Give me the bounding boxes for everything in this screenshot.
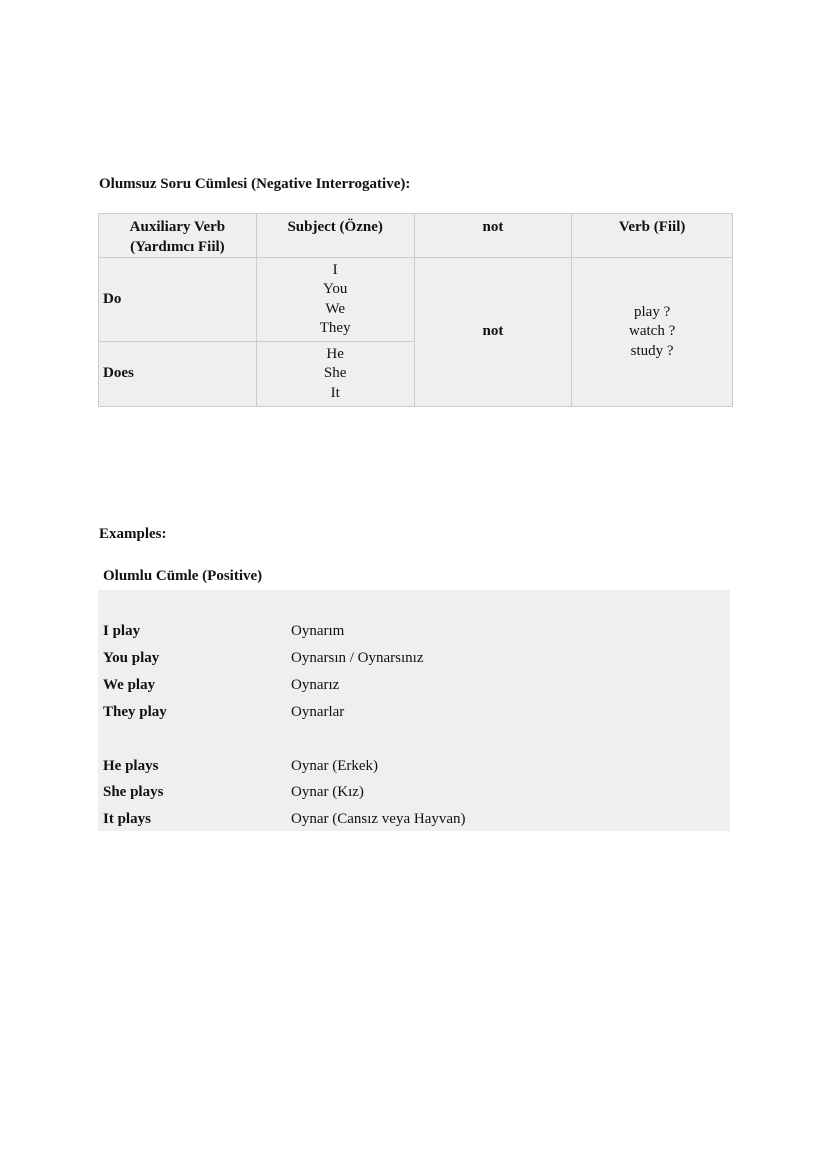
not-cell: not: [414, 258, 572, 407]
subject-you: You: [323, 281, 348, 297]
subject-they: They: [319, 320, 351, 336]
example-english: He plays: [103, 758, 159, 774]
subjects-do: [256, 258, 414, 342]
subject-he: He: [326, 345, 344, 362]
list-item: [98, 621, 730, 641]
table-header-row: [99, 214, 733, 258]
verb-study: study ?: [630, 342, 674, 359]
section-heading: Olumsuz Soru Cümlesi (Negative Interrogative):: [99, 176, 411, 192]
example-english: It plays: [103, 811, 151, 827]
list-item: [98, 809, 730, 829]
list-item: [98, 675, 730, 695]
aux-does: Does: [99, 342, 257, 407]
positive-title: Olumlu Cümle (Positive): [103, 568, 263, 584]
subject-we: We: [325, 300, 345, 317]
example-turkish: Oynarım: [291, 623, 345, 639]
example-turkish: Oynarlar: [291, 704, 345, 720]
example-english: They play: [103, 704, 167, 720]
verb-play: play ?: [634, 303, 671, 320]
header-auxiliary-verb: [99, 214, 257, 258]
header-verb: Verb (Fiil): [572, 214, 733, 258]
example-turkish: Oynar (Erkek): [291, 758, 379, 774]
example-turkish: Oynar (Kız): [291, 784, 364, 800]
examples-list: [98, 590, 730, 831]
example-english: I play: [103, 623, 141, 639]
subject-she: She: [323, 365, 347, 382]
subject-i: I: [332, 261, 338, 278]
header-auxiliary-verb-tr: (Yardımcı Fiil): [130, 238, 225, 255]
subject-it: It: [330, 384, 340, 401]
examples-title: Examples:: [99, 526, 167, 542]
example-turkish: Oynarız: [291, 677, 340, 693]
table-row-do: [99, 258, 733, 342]
header-not: not: [414, 214, 572, 258]
verbs-cell: [572, 258, 733, 407]
list-item: [98, 702, 730, 722]
verb-watch: watch ?: [629, 323, 676, 340]
aux-do: Do: [99, 258, 257, 342]
list-item: [98, 756, 730, 776]
example-english: She plays: [103, 784, 164, 800]
header-subject: Subject (Özne): [256, 214, 414, 258]
list-item: [98, 648, 730, 668]
header-auxiliary-verb-en: Auxiliary Verb: [129, 219, 226, 235]
example-turkish: Oynar (Cansız veya Hayvan): [291, 811, 466, 827]
example-english: You play: [103, 650, 160, 666]
negative-interrogative-table: [98, 213, 733, 407]
example-turkish: Oynarsın / Oynarsınız: [291, 650, 424, 666]
list-item: [98, 782, 730, 802]
subjects-does: [256, 342, 414, 407]
example-english: We play: [103, 677, 156, 693]
